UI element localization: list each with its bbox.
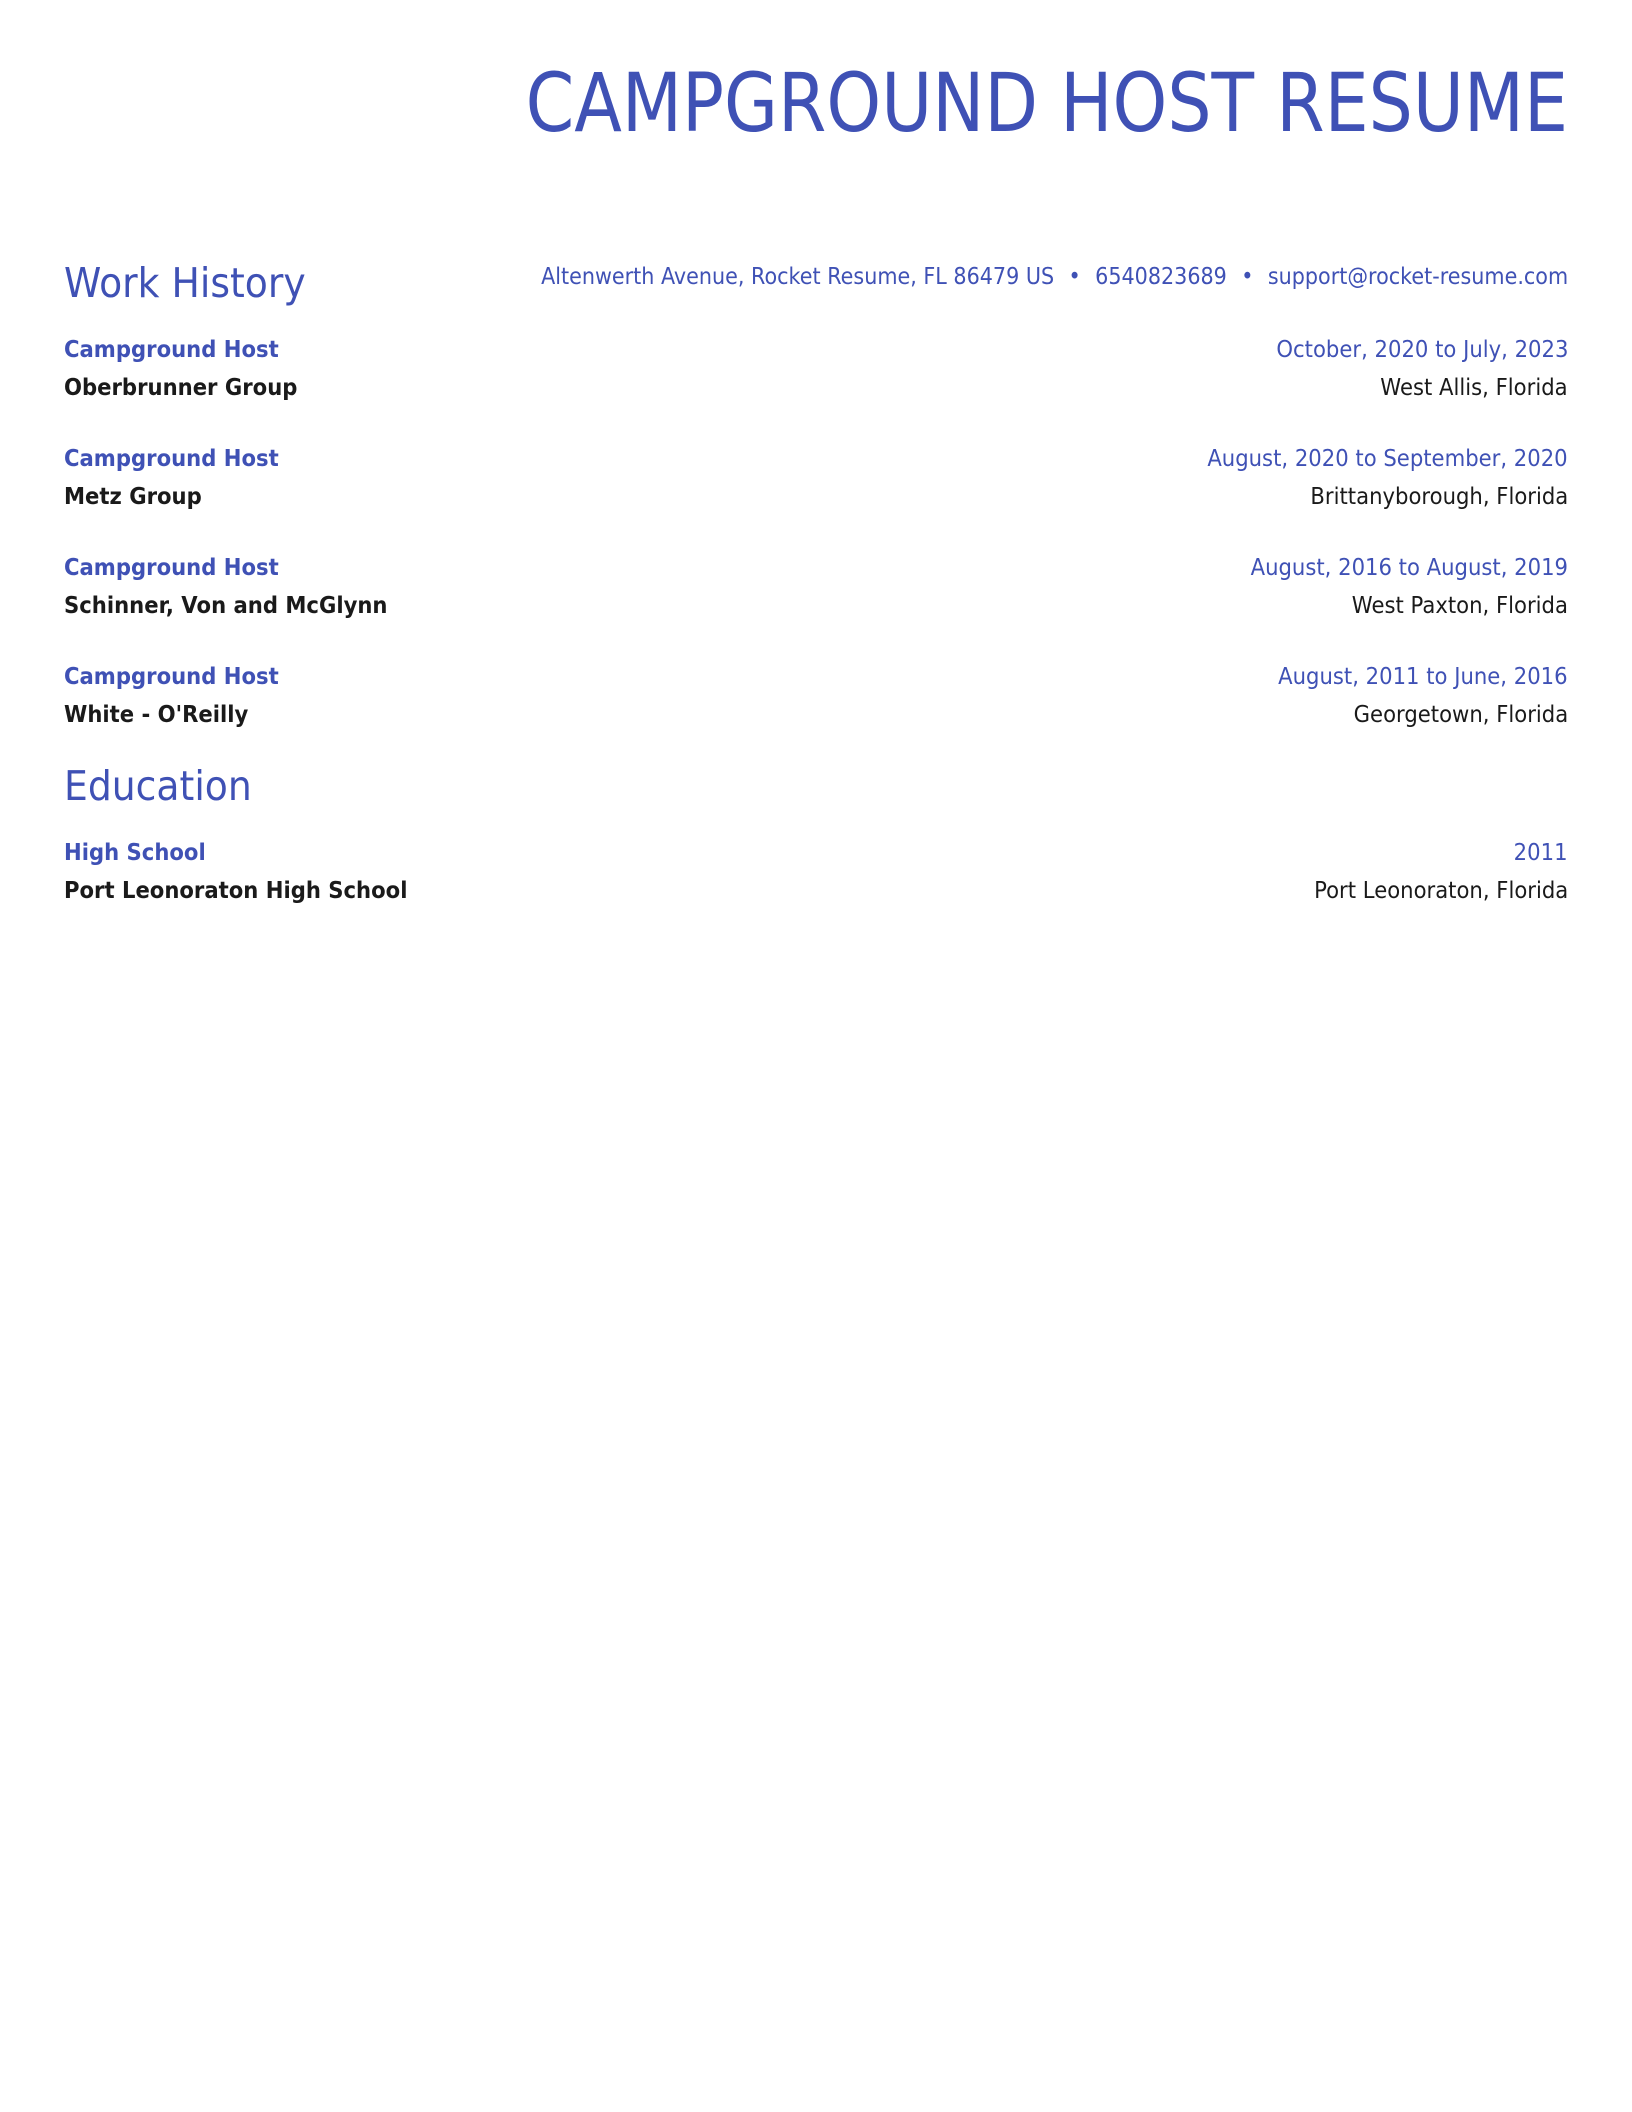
employer-name: Schinner, Von and McGlynn bbox=[64, 593, 388, 619]
job-title: Campground Host bbox=[64, 446, 279, 472]
contact-separator: • bbox=[1068, 264, 1081, 290]
school-name: Port Leonoraton High School bbox=[64, 878, 408, 904]
job-location: Georgetown, Florida bbox=[1353, 702, 1568, 728]
job-period: August, 2011 to June, 2016 bbox=[1278, 664, 1568, 690]
contact-phone: 6540823689 bbox=[1095, 264, 1227, 290]
work-entry bbox=[64, 440, 1568, 516]
degree-title: High School bbox=[64, 840, 206, 866]
employer-name: Metz Group bbox=[64, 484, 202, 510]
contact-separator: • bbox=[1241, 264, 1254, 290]
job-location: Brittanyborough, Florida bbox=[1310, 484, 1568, 510]
job-location: West Allis, Florida bbox=[1380, 375, 1568, 401]
employer-name: Oberbrunner Group bbox=[64, 375, 298, 401]
work-entry bbox=[64, 549, 1568, 625]
job-title: Campground Host bbox=[64, 664, 279, 690]
work-entry bbox=[64, 331, 1568, 407]
job-title: Campground Host bbox=[64, 555, 279, 581]
job-title: Campground Host bbox=[64, 337, 279, 363]
job-period: August, 2016 to August, 2019 bbox=[1250, 555, 1568, 581]
education-heading: Education bbox=[64, 762, 252, 810]
employer-name: White - O'Reilly bbox=[64, 702, 249, 728]
contact-email[interactable]: support@rocket-resume.com bbox=[1267, 264, 1568, 290]
school-location: Port Leonoraton, Florida bbox=[1313, 878, 1568, 904]
job-location: West Paxton, Florida bbox=[1351, 593, 1568, 619]
job-period: October, 2020 to July, 2023 bbox=[1275, 337, 1568, 363]
contact-address: Altenwerth Avenue, Rocket Resume, FL 86479 US bbox=[541, 264, 1055, 290]
job-period: August, 2020 to September, 2020 bbox=[1207, 446, 1568, 472]
work-entry bbox=[64, 658, 1568, 734]
resume-title: CAMPGROUND HOST RESUME bbox=[525, 57, 1568, 151]
education-entry bbox=[64, 834, 1568, 910]
work-history-heading: Work History bbox=[64, 259, 306, 307]
contact-line bbox=[541, 262, 1568, 292]
graduation-year: 2011 bbox=[1514, 840, 1568, 866]
